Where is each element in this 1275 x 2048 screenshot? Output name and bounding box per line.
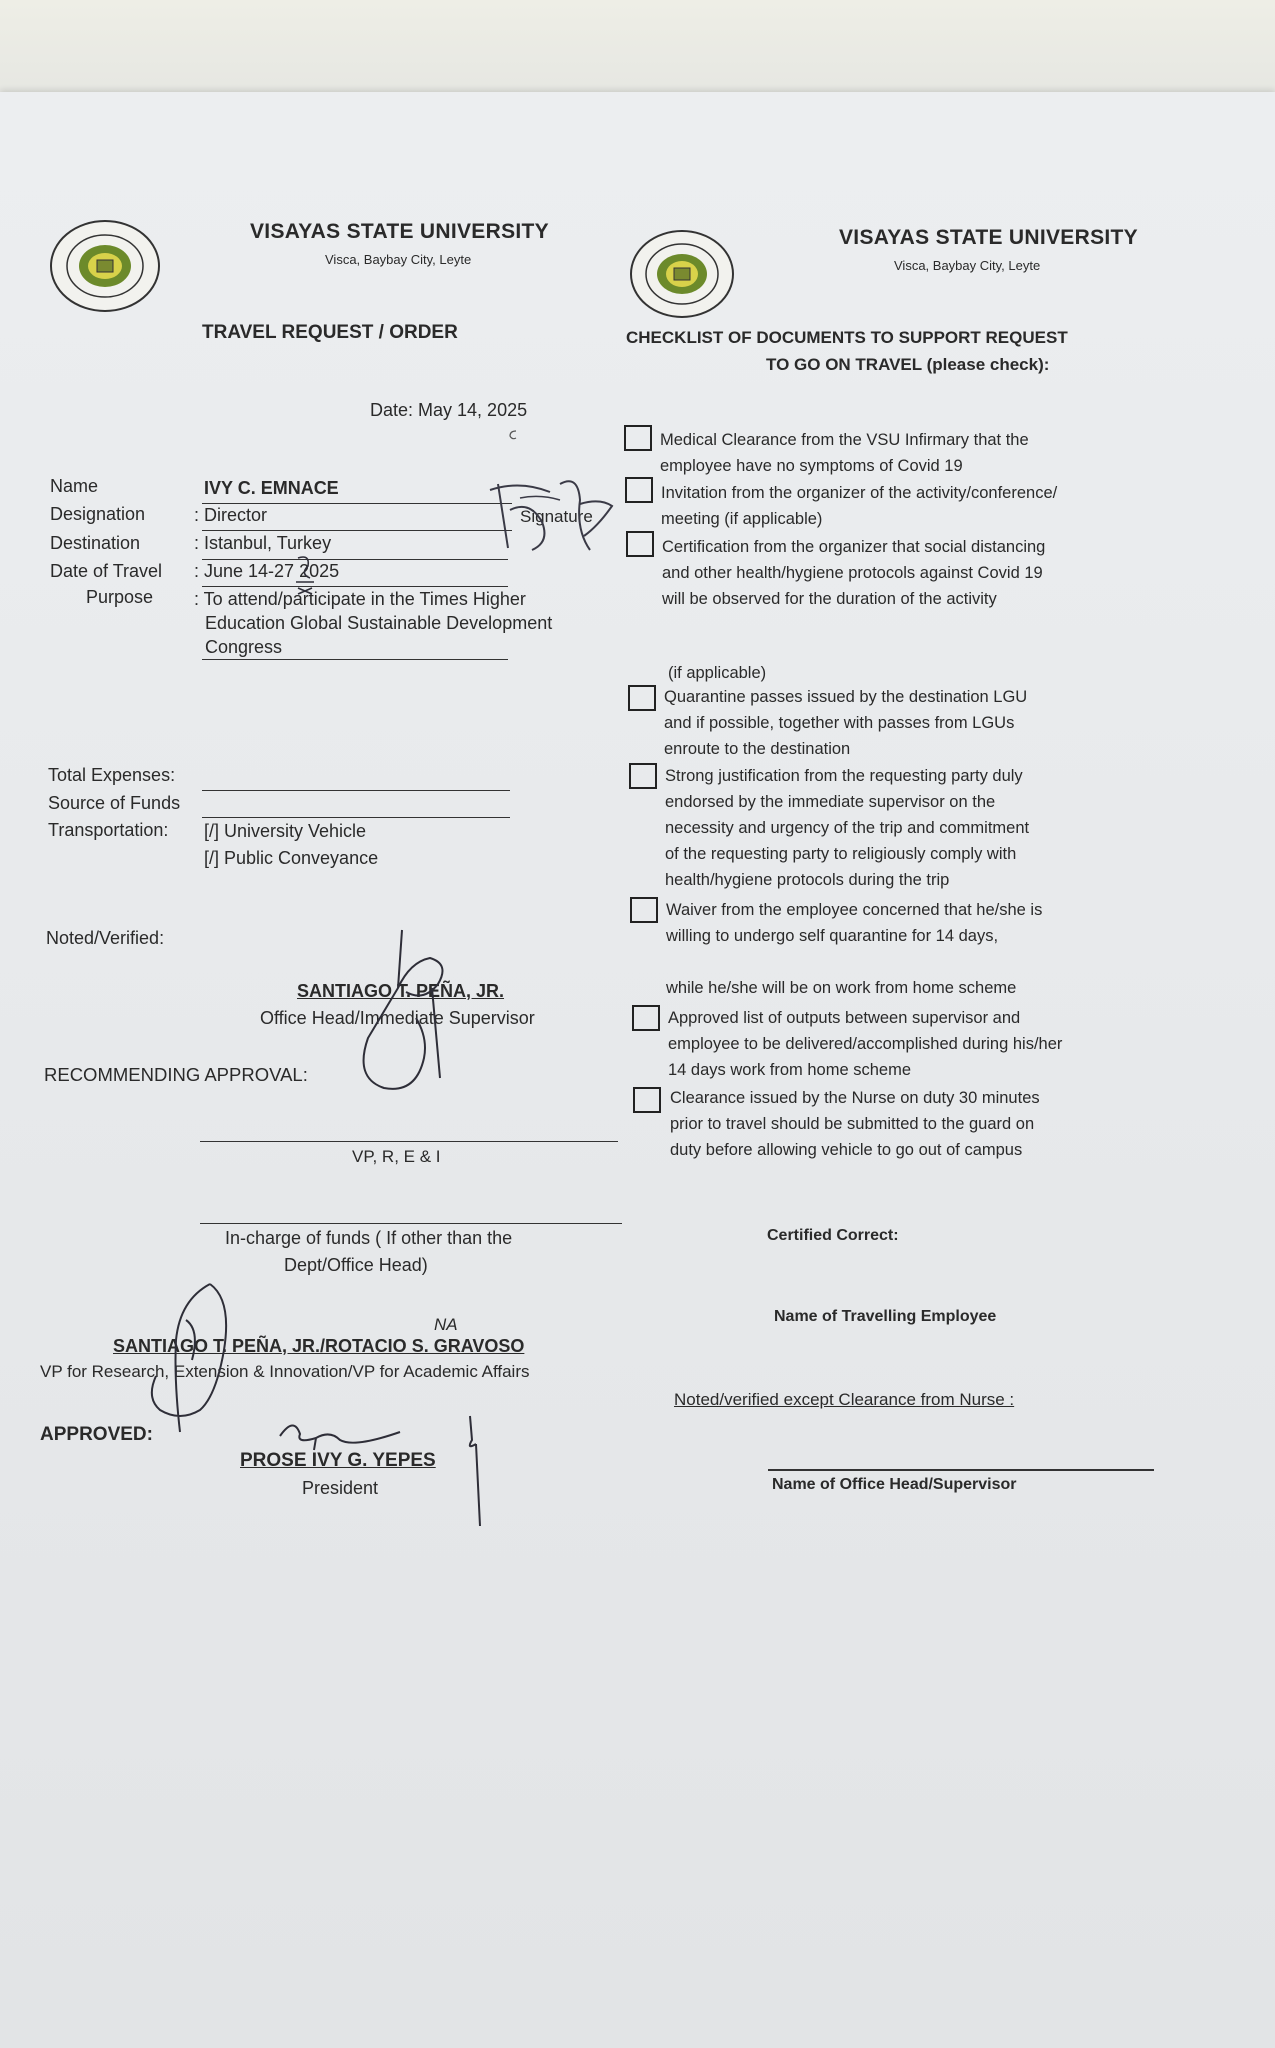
purpose-underline — [202, 659, 508, 660]
checklist-line: meeting (if applicable) — [661, 510, 823, 528]
university-address-right: Visca, Baybay City, Leyte — [894, 258, 1041, 273]
transport-public-conveyance: [/] Public Conveyance — [204, 848, 379, 868]
checklist-line: Quarantine passes issued by the destination LGU — [664, 688, 1028, 706]
name-underline — [202, 503, 512, 504]
funds-incharge-line2: Dept/Office Head) — [284, 1255, 428, 1275]
noted-verified-label: Noted/Verified: — [46, 928, 165, 948]
supervisor-title: Office Head/Immediate Supervisor — [260, 1008, 535, 1028]
checklist-item-invitation — [661, 480, 1057, 532]
checklist-item-approved-outputs — [668, 1005, 1062, 1083]
checklist-item-certification — [662, 534, 1045, 612]
destination-label: Destination — [50, 533, 141, 553]
certified-correct-label: Certified Correct: — [767, 1227, 899, 1244]
designation-label: Designation — [50, 504, 146, 524]
transport-university-vehicle: [/] University Vehicle — [204, 821, 367, 841]
supervisor-name: SANTIAGO T. PEÑA, JR. — [297, 981, 505, 1001]
designation-underline — [202, 530, 512, 531]
noted-except-nurse-label: Noted/verified except Clearance from Nurse : — [674, 1390, 1015, 1409]
checklist-line: will be observed for the duration of the activity — [662, 590, 997, 608]
vp-rei-label: VP, R, E & I — [352, 1147, 441, 1166]
checklist-item-nurse-clearance — [670, 1085, 1040, 1163]
checklist-line: Strong justification from the requesting party duly — [665, 767, 1023, 785]
date-correction-mark — [290, 552, 320, 598]
funds-incharge-line — [200, 1223, 622, 1224]
checklist-line: Waiver from the employee concerned that he/she is — [666, 901, 1043, 919]
checklist-line: willing to undergo self quarantine for 14 days, — [666, 927, 999, 945]
president-title: President — [302, 1478, 379, 1498]
checkbox-medical-clearance[interactable] — [624, 425, 652, 451]
office-head-label: Name of Office Head/Supervisor — [772, 1476, 1017, 1493]
checklist-line: Approved list of outputs between supervisor and — [668, 1009, 1021, 1027]
waiver-continuation: while he/she will be on work from home scheme — [666, 979, 1017, 997]
background-surface — [0, 0, 1275, 95]
checklist-item-waiver — [666, 897, 1042, 949]
vp-titles: VP for Research, Extension & Innovation/VP for Academic Affairs — [40, 1362, 530, 1381]
checklist-line: employee have no symptoms of Covid 19 — [660, 457, 963, 475]
total-expenses-label: Total Expenses: — [48, 765, 176, 785]
source-of-funds-label: Source of Funds — [48, 793, 181, 813]
request-date: Date: May 14, 2025 — [370, 400, 528, 420]
name-value: IVY C. EMNACE — [204, 478, 339, 498]
university-name-right: VISAYAS STATE UNIVERSITY — [839, 226, 1138, 249]
checklist-line: and if possible, together with passes from LGUs — [664, 714, 1015, 732]
checkbox-invitation[interactable] — [625, 477, 653, 503]
president-signature — [270, 1410, 500, 1530]
total-expenses-line — [202, 790, 510, 791]
checklist-line: enroute to the destination — [664, 740, 851, 758]
purpose-line1: : To attend/participate in the Times Higher — [194, 589, 526, 609]
checklist-item-medical-clearance — [660, 427, 1029, 479]
name-label: Name — [50, 476, 99, 496]
designation-value: : Director — [194, 505, 268, 525]
date-underline — [202, 586, 508, 587]
checklist-line: duty before allowing vehicle to go out of campus — [670, 1141, 1023, 1159]
checklist-line: 14 days work from home scheme — [668, 1061, 912, 1079]
checklist-line: Medical Clearance from the VSU Infirmary that the — [660, 431, 1029, 449]
checkbox-nurse-clearance[interactable] — [633, 1087, 661, 1113]
approved-label: APPROVED: — [40, 1424, 153, 1445]
form-title: TRAVEL REQUEST / ORDER — [202, 322, 458, 343]
checklist-line: health/hygiene protocols during the trip — [665, 871, 950, 889]
checklist-line: Certification from the organizer that social distancing — [662, 538, 1046, 556]
checklist-line: prior to travel should be submitted to the guard on — [670, 1115, 1035, 1133]
checklist-line: employee to be delivered/accomplished during his/her — [668, 1035, 1063, 1053]
employee-signature — [480, 470, 620, 560]
if-applicable-note: (if applicable) — [668, 664, 767, 682]
checklist-item-quarantine-passes — [664, 684, 1027, 762]
university-address-left: Visca, Baybay City, Leyte — [325, 252, 472, 267]
checkbox-approved-outputs[interactable] — [632, 1005, 660, 1031]
checklist-line: necessity and urgency of the trip and commitment — [665, 819, 1030, 837]
office-head-line — [768, 1469, 1154, 1471]
vp-names: SANTIAGO T. PEÑA, JR./ROTACIO S. GRAVOSO — [113, 1336, 525, 1356]
funds-incharge-line1: In-charge of funds ( If other than the — [225, 1228, 513, 1248]
date-of-travel-value: : June 14-27 2025 — [194, 561, 340, 581]
checklist-line: and other health/hygiene protocols against Covid 19 — [662, 564, 1043, 582]
checkbox-waiver[interactable] — [630, 897, 658, 923]
vp-signature — [140, 1280, 250, 1440]
purpose-line2: Education Global Sustainable Development — [205, 613, 553, 633]
destination-value: : Istanbul, Turkey — [194, 533, 332, 553]
university-seal-left — [48, 218, 162, 314]
source-of-funds-line — [202, 817, 510, 818]
transportation-label: Transportation: — [48, 820, 169, 840]
university-seal-right — [628, 228, 736, 320]
checklist-line: Invitation from the organizer of the activity/conference/ — [661, 484, 1058, 502]
checklist-line: of the requesting party to religiously comply with — [665, 845, 1017, 863]
checklist-line: Clearance issued by the Nurse on duty 30 minutes — [670, 1089, 1040, 1107]
checklist-item-strong-justification — [665, 763, 1029, 893]
na-mark: NA — [434, 1315, 458, 1334]
checkbox-quarantine-passes[interactable] — [628, 685, 656, 711]
checklist-title-line2: TO GO ON TRAVEL (please check): — [766, 355, 1050, 374]
recommending-approval-label: RECOMMENDING APPROVAL: — [44, 1064, 308, 1085]
checkbox-certification[interactable] — [626, 531, 654, 557]
stray-mark — [506, 428, 520, 442]
signature-label: Signature — [520, 507, 593, 526]
checkbox-strong-justification[interactable] — [629, 763, 657, 789]
purpose-line3: Congress — [205, 637, 283, 657]
travelling-employee-label: Name of Travelling Employee — [774, 1308, 997, 1325]
vp-rei-line — [200, 1141, 618, 1142]
purpose-label: Purpose — [86, 587, 154, 607]
checklist-title-line1: CHECKLIST OF DOCUMENTS TO SUPPORT REQUEST — [626, 328, 1068, 347]
checklist-line: endorsed by the immediate supervisor on the — [665, 793, 996, 811]
university-name-left: VISAYAS STATE UNIVERSITY — [250, 220, 549, 243]
supervisor-signature — [340, 928, 460, 1098]
date-of-travel-label: Date of Travel — [50, 561, 163, 581]
president-name: PROSE IVY G. YEPES — [240, 1450, 436, 1471]
destination-underline — [202, 559, 508, 560]
